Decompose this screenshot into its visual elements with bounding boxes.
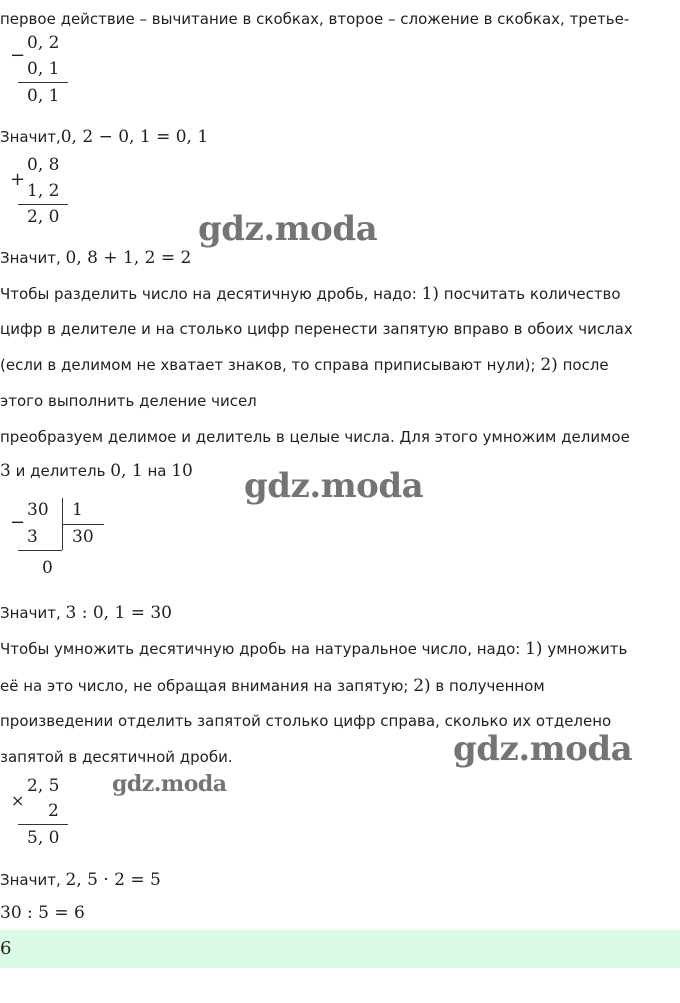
sub-conclusion [0, 127, 208, 147]
answer-box [0, 930, 680, 968]
rule-mul-line-1 [0, 639, 627, 659]
text-segment: в полученном [430, 677, 545, 695]
conclusion-label: Значит, [0, 128, 61, 146]
mul-first: 2, 5 [27, 776, 60, 796]
step-number: 1) [525, 639, 543, 659]
conclusion-expression: 0, 2 − 0, 1 = 0, 1 [60, 127, 209, 147]
rule-mul-line-2 [0, 676, 545, 696]
number: 0, 1 [110, 461, 143, 481]
minus-operator: − [10, 512, 26, 533]
number: 10 [171, 461, 193, 481]
conclusion-expression: 3 : 0, 1 = 30 [65, 603, 172, 623]
sub-minuend: 0, 2 [27, 33, 60, 53]
add-second: 1, 2 [27, 181, 60, 201]
text-segment: и делитель [10, 462, 111, 480]
watermark: gdz.moda [244, 466, 424, 506]
watermark: gdz.moda [112, 771, 227, 797]
rule-div-line-4: этого выполнить деление чисел [0, 392, 257, 410]
mul-second: 2 [48, 801, 59, 821]
step-number: 2) [540, 355, 558, 375]
mul-line [18, 824, 68, 825]
conclusion-label: Значит, [0, 604, 66, 622]
sub-result: 0, 1 [27, 86, 60, 106]
answer-value: 6 [0, 938, 12, 959]
conclusion-label: Значит, [0, 249, 66, 267]
minus-operator: − [10, 45, 26, 66]
rule-div-line-3 [0, 355, 609, 375]
rule-div-line-2: цифр в делителе и на столько цифр перенести запятую вправо в обоих числах [0, 320, 633, 338]
mul-conclusion [0, 870, 161, 890]
add-first: 0, 8 [27, 155, 60, 175]
rule-div-line-1 [0, 284, 621, 304]
text-segment: Чтобы разделить число на десятичную дробь, надо: [0, 285, 422, 303]
step-number: 2) [413, 676, 431, 696]
step-number: 1) [421, 284, 440, 304]
text-segment: умножить [542, 640, 628, 658]
conclusion-label: Значит, [0, 871, 66, 889]
plus-operator: + [10, 169, 26, 190]
sub-line [18, 82, 68, 83]
conclusion-expression: 0, 8 + 1, 2 = 2 [65, 248, 192, 268]
convert-line-2 [0, 461, 193, 481]
add-conclusion [0, 248, 191, 268]
divisor: 1 [72, 500, 83, 520]
mul-result: 5, 0 [27, 828, 60, 848]
add-line [18, 204, 68, 205]
rule-mul-line-4: запятой в десятичной дроби. [0, 748, 233, 766]
intro-text: первое действие – вычитание в скобках, второе – сложение в скобках, третье- [0, 10, 630, 28]
conclusion-expression: 2, 5 · 2 = 5 [65, 870, 161, 890]
rule-mul-line-3: произведении отделить запятой столько цифр справа, сколько их отделено [0, 712, 612, 730]
number: 3 [0, 461, 11, 481]
sub-subtrahend: 0, 1 [27, 59, 60, 79]
text-segment: Чтобы умножить десятичную дробь на натуральное число, надо: [0, 640, 526, 658]
quotient: 30 [72, 527, 94, 547]
div-subtrahend: 3 [27, 527, 38, 547]
watermark: gdz.moda [453, 729, 633, 769]
dividend: 30 [27, 500, 49, 520]
watermark: gdz.moda [198, 209, 378, 249]
add-result: 2, 0 [27, 207, 60, 227]
text-segment: посчитать количество [439, 285, 621, 303]
times-operator: × [11, 791, 25, 810]
div-conclusion [0, 603, 172, 623]
final-expression: 30 : 5 = 6 [0, 903, 85, 923]
remainder: 0 [42, 558, 53, 578]
convert-line-1: преобразуем делимое и делитель в целые числа. Для этого умножим делимое [0, 428, 630, 446]
text-segment: после [557, 356, 609, 374]
div-line [18, 550, 62, 551]
text-segment: (если в делимом не хватает знаков, то справа приписывают нули); [0, 356, 541, 374]
text-segment: на [142, 462, 172, 480]
text-segment: её на это число, не обращая внимания на запятую; [0, 677, 414, 695]
quotient-line [62, 524, 104, 525]
